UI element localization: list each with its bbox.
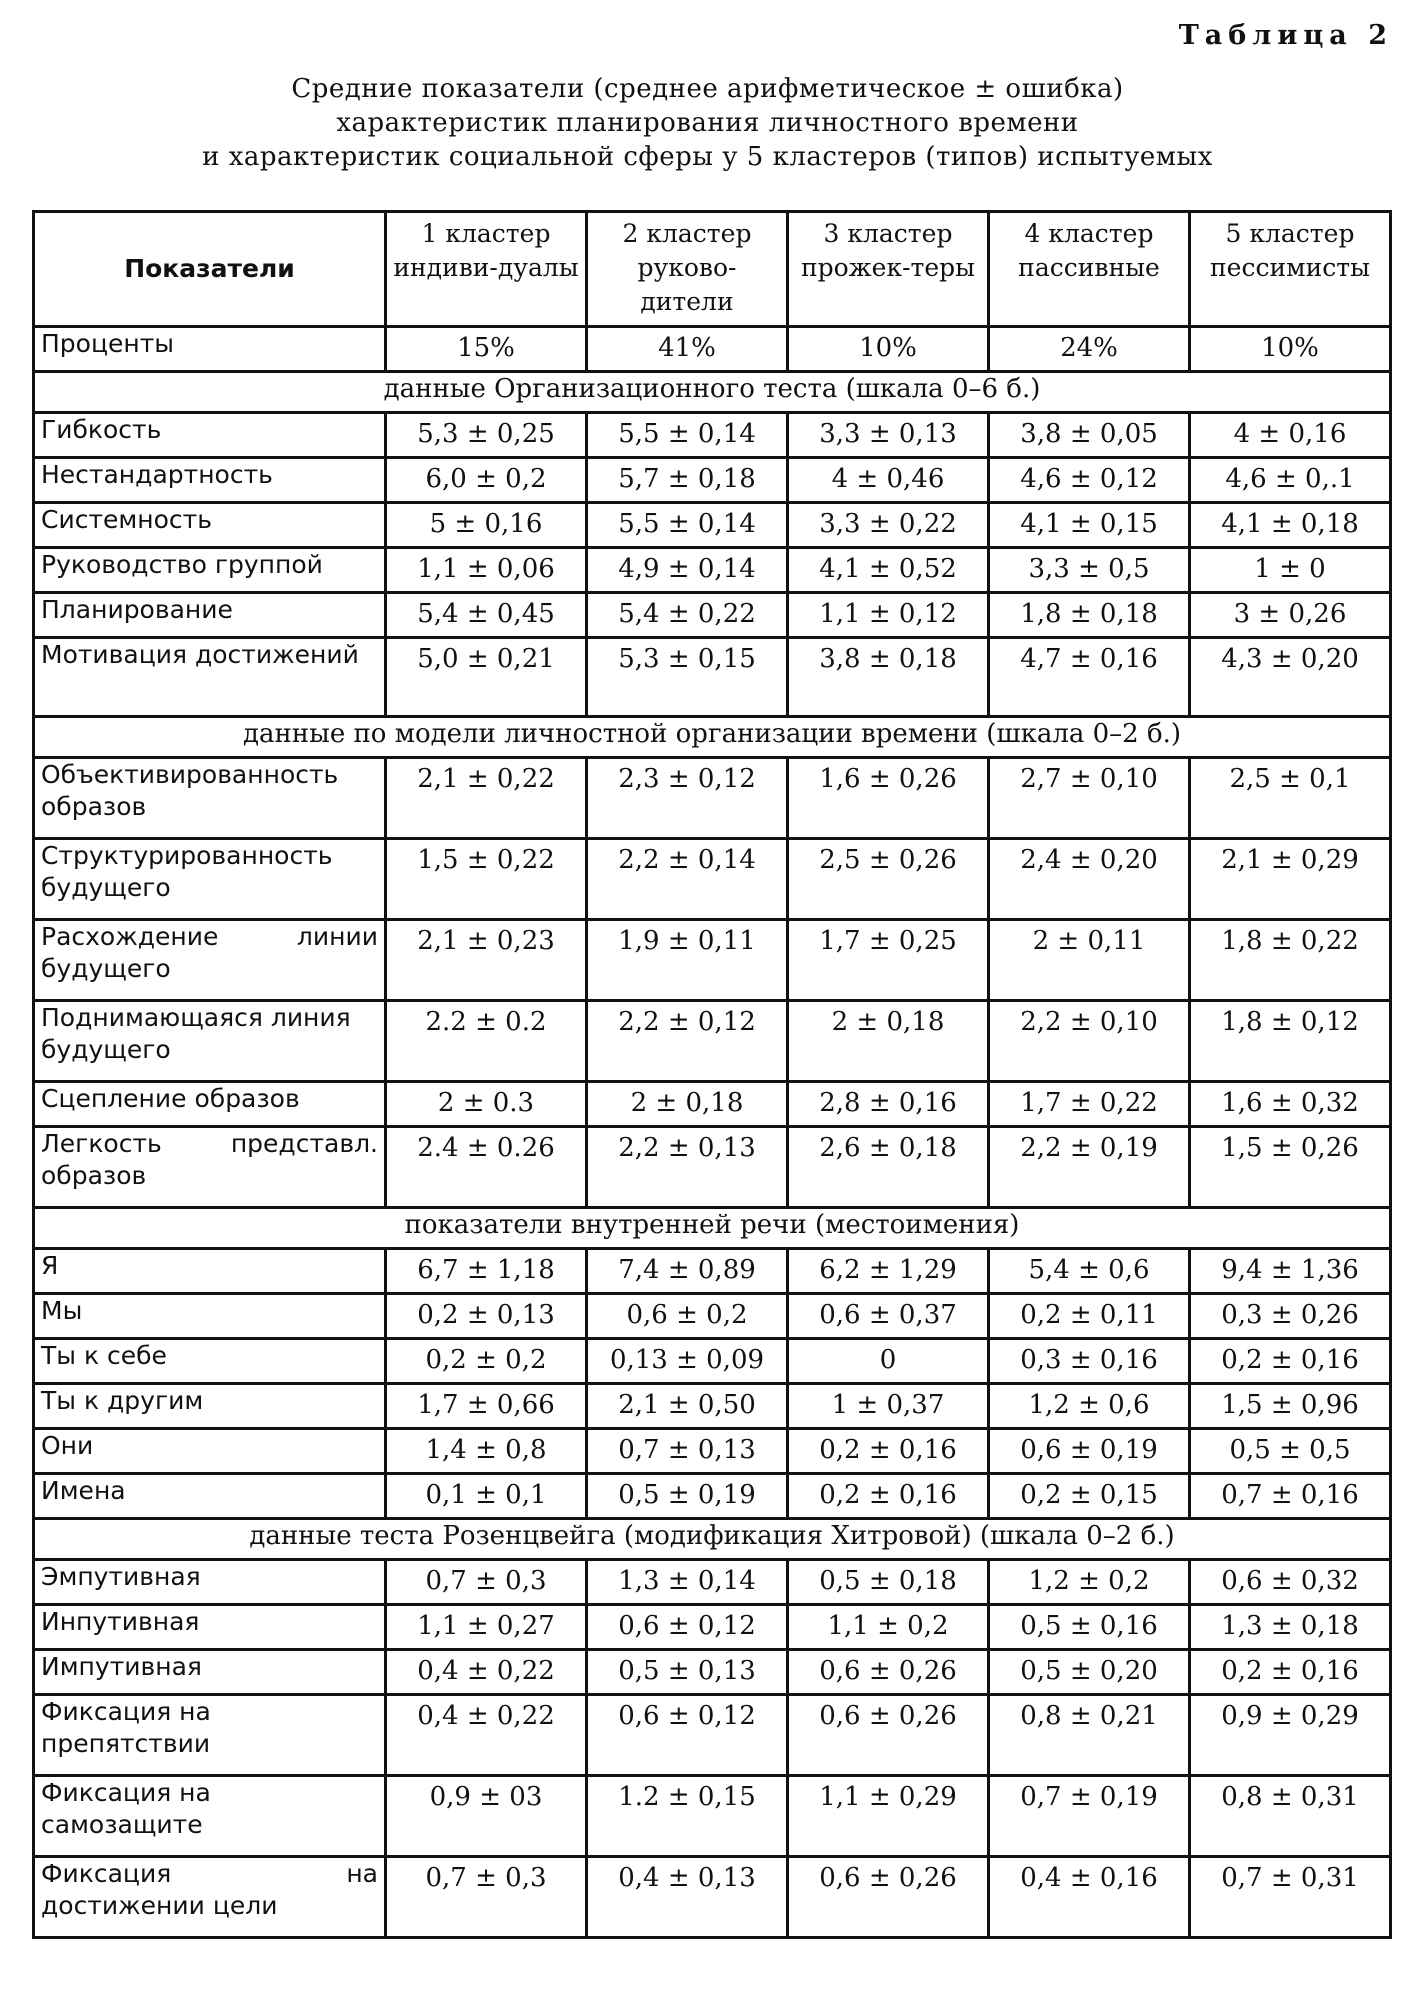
value-cell: 5,4 ± 0,22 [587,593,788,638]
value-cell: 0,9 ± 03 [386,1776,587,1857]
value-cell: 3,3 ± 0,13 [788,413,989,458]
row-label: Ты к себе [34,1339,386,1384]
value-cell: 1,1 ± 0,29 [788,1776,989,1857]
value-cell: 2.2 ± 0.2 [386,1001,587,1082]
value-cell: 0,7 ± 0,3 [386,1857,587,1938]
value-cell: 1,5 ± 0,26 [1190,1127,1391,1208]
row-label: Ты к другим [34,1384,386,1429]
row-label: Сцепление образов [34,1082,386,1127]
value-cell: 5 ± 0,16 [386,503,587,548]
value-cell: 0,6 ± 0,32 [1190,1560,1391,1605]
value-cell: 1,2 ± 0,2 [989,1560,1190,1605]
row-label: Мотивация достижений [34,638,386,717]
value-cell: 5,0 ± 0,21 [386,638,587,717]
value-cell: 5,3 ± 0,15 [587,638,788,717]
value-cell: 2,5 ± 0,1 [1190,758,1391,839]
table-row [34,1384,1391,1429]
value-cell: 1,9 ± 0,11 [587,920,788,1001]
row-label: Объективированность образов [34,758,386,839]
value-cell: 4,1 ± 0,15 [989,503,1190,548]
value-cell: 1,3 ± 0,14 [587,1560,788,1605]
row-label: Легкость представл. образов [34,1127,386,1208]
value-cell: 0,5 ± 0,5 [1190,1429,1391,1474]
row-label: Фиксация на достижении цели [34,1857,386,1938]
value-cell: 0,5 ± 0,16 [989,1605,1190,1650]
cluster-header: 3 кластер прожек-теры [788,212,989,327]
table-row [34,413,1391,458]
row-label: Фиксация на самозащите [34,1776,386,1857]
value-cell: 4,7 ± 0,16 [989,638,1190,717]
table-row [34,458,1391,503]
cluster-header: 4 кластер пассивные [989,212,1190,327]
value-cell: 0,8 ± 0,31 [1190,1776,1391,1857]
value-cell: 5,7 ± 0,18 [587,458,788,503]
section-title: данные Организационного теста (шкала 0–6 б.) [34,372,1391,413]
table-row [34,1857,1391,1938]
value-cell: 5,5 ± 0,14 [587,413,788,458]
row-label: Фиксация на препятствии [34,1695,386,1776]
value-cell: 0,1 ± 0,1 [386,1474,587,1519]
value-cell: 2.4 ± 0.26 [386,1127,587,1208]
results-table [32,210,1392,1939]
caption-line: и характеристик социальной сферы у 5 кластеров (типов) испытуемых [202,142,1213,172]
value-cell: 1,7 ± 0,25 [788,920,989,1001]
value-cell: 0,2 ± 0,13 [386,1294,587,1339]
value-cell: 0,2 ± 0,15 [989,1474,1190,1519]
value-cell: 2,1 ± 0,23 [386,920,587,1001]
value-cell: 4,6 ± 0,.1 [1190,458,1391,503]
value-cell: 0,5 ± 0,19 [587,1474,788,1519]
value-cell: 6,0 ± 0,2 [386,458,587,503]
value-cell: 4 ± 0,46 [788,458,989,503]
table-row [34,920,1391,1001]
percent-value: 24% [989,327,1190,372]
row-label: Импутивная [34,1650,386,1695]
percent-value: 41% [587,327,788,372]
value-cell: 2,2 ± 0,19 [989,1127,1190,1208]
value-cell: 1,8 ± 0,18 [989,593,1190,638]
value-cell: 0,6 ± 0,19 [989,1429,1190,1474]
value-cell: 0,5 ± 0,18 [788,1560,989,1605]
cluster-header: 1 кластер индиви-дуалы [386,212,587,327]
value-cell: 1,7 ± 0,66 [386,1384,587,1429]
value-cell: 2,2 ± 0,13 [587,1127,788,1208]
row-label: Я [34,1249,386,1294]
value-cell: 3,3 ± 0,5 [989,548,1190,593]
value-cell: 1,7 ± 0,22 [989,1082,1190,1127]
value-cell: 2 ± 0.3 [386,1082,587,1127]
table-row [34,1127,1391,1208]
header-row [34,212,1391,327]
value-cell: 2,5 ± 0,26 [788,839,989,920]
value-cell: 1,5 ± 0,22 [386,839,587,920]
value-cell: 1,2 ± 0,6 [989,1384,1190,1429]
value-cell: 4,9 ± 0,14 [587,548,788,593]
section-title: показатели внутренней речи (местоимения) [34,1208,1391,1249]
value-cell: 0,2 ± 0,16 [1190,1650,1391,1695]
row-label: Нестандартность [34,458,386,503]
table-caption [0,72,1415,174]
value-cell: 0,7 ± 0,3 [386,1560,587,1605]
table-row [34,1339,1391,1384]
value-cell: 0,4 ± 0,22 [386,1650,587,1695]
value-cell: 2,4 ± 0,20 [989,839,1190,920]
value-cell: 0,4 ± 0,13 [587,1857,788,1938]
table-row [34,1560,1391,1605]
value-cell: 0,5 ± 0,13 [587,1650,788,1695]
row-label: Планирование [34,593,386,638]
value-cell: 5,4 ± 0,45 [386,593,587,638]
value-cell: 0,3 ± 0,26 [1190,1294,1391,1339]
value-cell: 4,3 ± 0,20 [1190,638,1391,717]
table-row [34,503,1391,548]
value-cell: 0,4 ± 0,22 [386,1695,587,1776]
value-cell: 6,2 ± 1,29 [788,1249,989,1294]
section-header-row [34,1519,1391,1560]
value-cell: 0,7 ± 0,16 [1190,1474,1391,1519]
row-label: Поднимающаяся линия будущего [34,1001,386,1082]
percent-row [34,327,1391,372]
value-cell: 3 ± 0,26 [1190,593,1391,638]
cluster-header: 5 кластер пессимисты [1190,212,1391,327]
value-cell: 0,2 ± 0,16 [788,1474,989,1519]
value-cell: 0,6 ± 0,26 [788,1857,989,1938]
value-cell: 1,1 ± 0,12 [788,593,989,638]
row-label: Они [34,1429,386,1474]
value-cell: 0,5 ± 0,20 [989,1650,1190,1695]
table-row [34,548,1391,593]
value-cell: 1,1 ± 0,2 [788,1605,989,1650]
row-label: Системность [34,503,386,548]
table-row [34,1776,1391,1857]
value-cell: 0,13 ± 0,09 [587,1339,788,1384]
value-cell: 2,2 ± 0,14 [587,839,788,920]
percent-value: 10% [1190,327,1391,372]
table-row [34,1605,1391,1650]
value-cell: 2 ± 0,18 [587,1082,788,1127]
value-cell: 0,9 ± 0,29 [1190,1695,1391,1776]
value-cell: 9,4 ± 1,36 [1190,1249,1391,1294]
row-label: Имена [34,1474,386,1519]
table-row [34,1001,1391,1082]
value-cell: 0,6 ± 0,37 [788,1294,989,1339]
value-cell: 0,6 ± 0,2 [587,1294,788,1339]
value-cell: 1,6 ± 0,32 [1190,1082,1391,1127]
value-cell: 2,2 ± 0,10 [989,1001,1190,1082]
table-row [34,758,1391,839]
table-row [34,839,1391,920]
value-cell: 1,4 ± 0,8 [386,1429,587,1474]
value-cell: 1 ± 0,37 [788,1384,989,1429]
row-label: Расхождение линии будущего [34,920,386,1001]
value-cell: 3,8 ± 0,05 [989,413,1190,458]
table-row [34,1249,1391,1294]
value-cell: 0,2 ± 0,16 [788,1429,989,1474]
value-cell: 4,6 ± 0,12 [989,458,1190,503]
table-row [34,593,1391,638]
value-cell: 0,6 ± 0,26 [788,1650,989,1695]
row-label: Эмпутивная [34,1560,386,1605]
value-cell: 7,4 ± 0,89 [587,1249,788,1294]
value-cell: 1,3 ± 0,18 [1190,1605,1391,1650]
row-label: Мы [34,1294,386,1339]
value-cell: 2 ± 0,18 [788,1001,989,1082]
value-cell: 1.2 ± 0,15 [587,1776,788,1857]
caption-line: характеристик планирования личностного времени [336,108,1079,138]
row-label: Руководство группой [34,548,386,593]
value-cell: 1,1 ± 0,06 [386,548,587,593]
table-row [34,1429,1391,1474]
table-row [34,638,1391,717]
table-number: Таблица 2 [1178,20,1393,51]
section-header-row [34,1208,1391,1249]
value-cell: 0,4 ± 0,16 [989,1857,1190,1938]
value-cell: 2,3 ± 0,12 [587,758,788,839]
value-cell: 0,6 ± 0,12 [587,1695,788,1776]
header-label: Показатели [34,212,386,327]
row-label: Инпутивная [34,1605,386,1650]
value-cell: 1,8 ± 0,22 [1190,920,1391,1001]
value-cell: 5,3 ± 0,25 [386,413,587,458]
value-cell: 2,6 ± 0,18 [788,1127,989,1208]
value-cell: 5,4 ± 0,6 [989,1249,1190,1294]
value-cell: 3,8 ± 0,18 [788,638,989,717]
value-cell: 1,8 ± 0,12 [1190,1001,1391,1082]
value-cell: 0,3 ± 0,16 [989,1339,1190,1384]
value-cell: 0 [788,1339,989,1384]
cluster-header: 2 кластер руково-дители [587,212,788,327]
table-row [34,1082,1391,1127]
value-cell: 1,1 ± 0,27 [386,1605,587,1650]
value-cell: 2,8 ± 0,16 [788,1082,989,1127]
value-cell: 2,7 ± 0,10 [989,758,1190,839]
value-cell: 1 ± 0 [1190,548,1391,593]
value-cell: 2,1 ± 0,29 [1190,839,1391,920]
value-cell: 2,1 ± 0,50 [587,1384,788,1429]
section-header-row [34,372,1391,413]
value-cell: 0,7 ± 0,13 [587,1429,788,1474]
table-row [34,1650,1391,1695]
table-row [34,1294,1391,1339]
row-label: Гибкость [34,413,386,458]
value-cell: 0,6 ± 0,26 [788,1695,989,1776]
value-cell: 1,5 ± 0,96 [1190,1384,1391,1429]
percent-value: 15% [386,327,587,372]
section-title: данные по модели личностной организации времени (шкала 0–2 б.) [34,717,1391,758]
percent-value: 10% [788,327,989,372]
value-cell: 6,7 ± 1,18 [386,1249,587,1294]
row-label: Структурированность будущего [34,839,386,920]
value-cell: 2 ± 0,11 [989,920,1190,1001]
value-cell: 4,1 ± 0,18 [1190,503,1391,548]
section-header-row [34,717,1391,758]
value-cell: 0,2 ± 0,2 [386,1339,587,1384]
table-row [34,1695,1391,1776]
value-cell: 0,8 ± 0,21 [989,1695,1190,1776]
value-cell: 1,6 ± 0,26 [788,758,989,839]
value-cell: 3,3 ± 0,22 [788,503,989,548]
value-cell: 5,5 ± 0,14 [587,503,788,548]
value-cell: 0,2 ± 0,11 [989,1294,1190,1339]
caption-line: Средние показатели (среднее арифметическое ± ошибка) [291,74,1124,104]
value-cell: 2,1 ± 0,22 [386,758,587,839]
value-cell: 4 ± 0,16 [1190,413,1391,458]
section-title: данные теста Розенцвейга (модификация Хитровой) (шкала 0–2 б.) [34,1519,1391,1560]
value-cell: 0,7 ± 0,19 [989,1776,1190,1857]
row-label: Проценты [34,327,386,372]
value-cell: 2,2 ± 0,12 [587,1001,788,1082]
table-row [34,1474,1391,1519]
value-cell: 0,7 ± 0,31 [1190,1857,1391,1938]
table-body [34,327,1391,1938]
value-cell: 4,1 ± 0,52 [788,548,989,593]
value-cell: 0,6 ± 0,12 [587,1605,788,1650]
value-cell: 0,2 ± 0,16 [1190,1339,1391,1384]
